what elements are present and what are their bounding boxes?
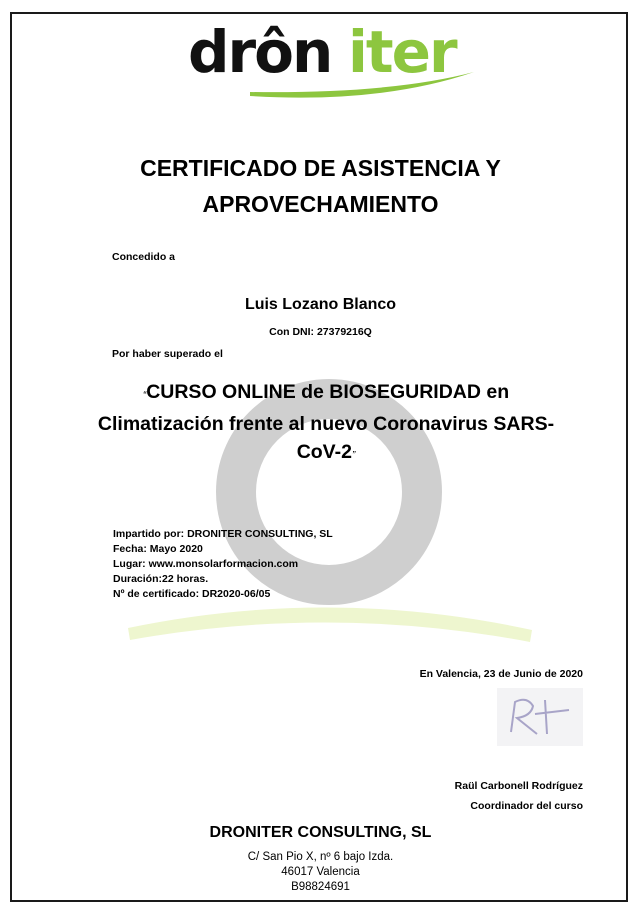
course-line2: Climatización frente al nuevo Coronavirus SARS-	[97, 413, 555, 435]
droniter-logo	[180, 14, 480, 100]
footer-address: C/ San Pio X, nº 6 bajo Izda.	[247, 851, 394, 863]
watermark-swoosh	[128, 607, 532, 642]
footer-tax-id: B98824691	[291, 881, 350, 893]
signatory-role: Coordinador del curso	[470, 800, 583, 812]
course-line1: CURSO ONLINE de BIOSEGURIDAD en	[146, 381, 510, 403]
certificate-title-line2: APROVECHAMIENTO	[202, 191, 439, 217]
passed-label: Por haber superado el	[112, 348, 223, 360]
recipient-name: Luis Lozano Blanco	[244, 296, 397, 313]
course-open-quote: “	[142, 390, 147, 401]
footer-company: DRONITER CONSULTING, SL	[209, 824, 432, 841]
course-date: Fecha: Mayo 2020	[113, 543, 203, 555]
issue-place-date: En Valencia, 23 de Junio de 2020	[419, 668, 583, 680]
signatory-name: Raül Carbonell Rodríguez	[454, 780, 583, 792]
certificate-title-line1: CERTIFICADO DE ASISTENCIA Y	[140, 155, 501, 181]
svg-text:iter: iter	[348, 18, 456, 86]
course-line3: CoV-2	[296, 441, 352, 463]
course-name	[70, 378, 582, 470]
footer-city: 46017 Valencia	[281, 866, 360, 878]
course-duration: Duración:22 horas.	[113, 573, 209, 585]
signature-image	[497, 688, 583, 746]
course-place: Lugar: www.monsolarformacion.com	[113, 558, 299, 570]
imparted-by: Impartido por: DRONITER CONSULTING, SL	[113, 528, 333, 540]
svg-text:drôn: drôn	[188, 18, 332, 86]
course-details	[113, 527, 333, 602]
certificate-number: Nº de certificado: DR2020-06/05	[113, 588, 271, 600]
recipient-dni: Con DNI: 27379216Q	[269, 326, 372, 338]
granted-to-label: Concedido a	[112, 251, 176, 263]
course-close-quote: ”	[351, 450, 356, 461]
